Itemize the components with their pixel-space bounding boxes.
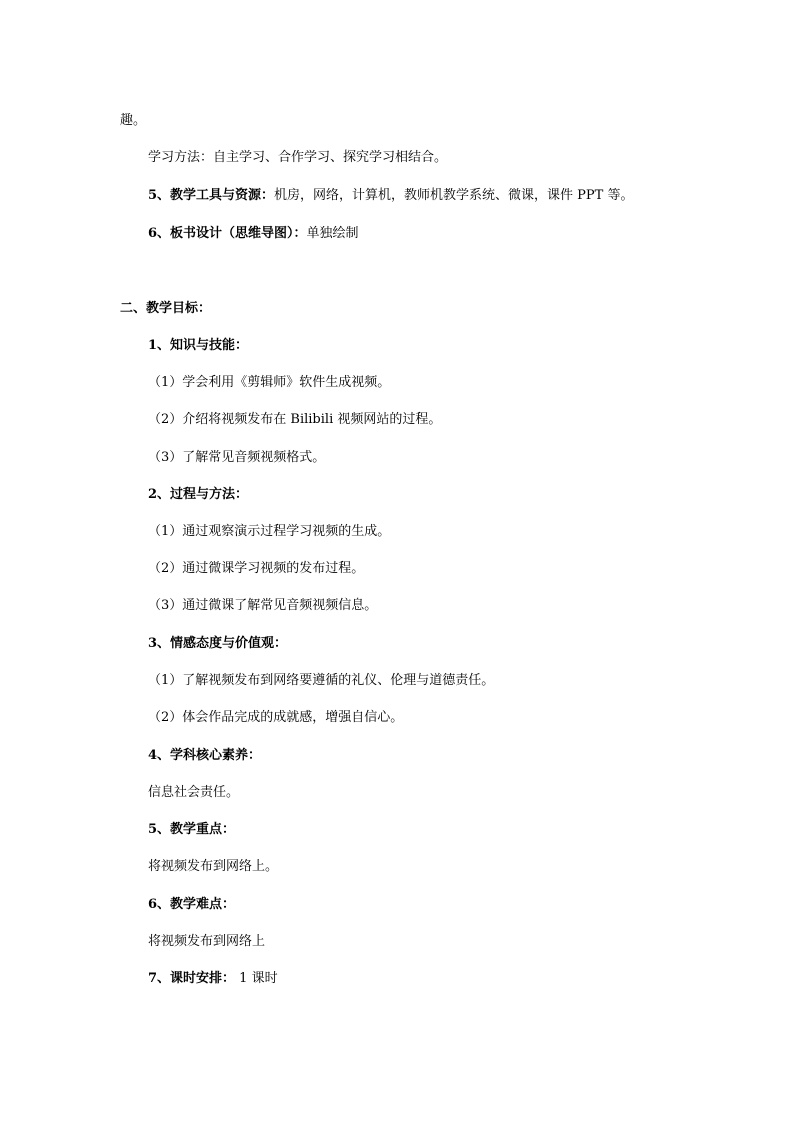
line-text: 将视频发布到网络上。 xyxy=(148,859,279,874)
line-text: （2）通过微课学习视频的发布过程。 xyxy=(148,561,365,576)
text-line-learning-methods xyxy=(148,150,447,166)
line-text: 趣。 xyxy=(120,113,147,128)
list-item xyxy=(148,561,364,577)
line-text: （2）体会作品完成的成就感，增强自信心。 xyxy=(148,710,404,725)
text-line-teaching-tools xyxy=(148,188,633,204)
line-text: （2）介绍将视频发布在 Bilibili 视频网站的过程。 xyxy=(148,412,442,427)
line-text: 将视频发布到网络上 xyxy=(148,934,266,949)
text-line-class-schedule xyxy=(148,971,278,987)
line-text: （1）通过观察演示过程学习视频的生成。 xyxy=(148,524,391,539)
list-item xyxy=(148,450,325,466)
list-item xyxy=(148,598,377,614)
list-item xyxy=(148,710,403,726)
line-heading: 6、板书设计（思维导图）： xyxy=(148,226,307,241)
line-heading: 3、情感态度与价值观： xyxy=(148,636,288,651)
list-item xyxy=(148,673,494,689)
line-heading: 二、教学目标： xyxy=(120,301,212,316)
paragraph xyxy=(148,934,265,950)
section-heading-teaching-goals xyxy=(120,301,211,317)
subheading-emotional-values xyxy=(148,636,287,652)
line-heading: 5、教学工具与资源： xyxy=(148,188,275,203)
subheading-difficult-points xyxy=(148,897,235,913)
line-text: （1）学会利用《剪辑师》软件生成视频。 xyxy=(148,375,391,390)
subheading-process-methods xyxy=(148,487,248,503)
text-line-continuation xyxy=(120,113,146,129)
line-text: 1 课时 xyxy=(235,971,278,986)
paragraph xyxy=(148,859,278,875)
line-text: 机房，网络，计算机，教师机教学系统、微课，课件 PPT 等。 xyxy=(274,188,634,203)
line-heading: 6、教学难点： xyxy=(148,897,236,912)
line-text: 单独绘制 xyxy=(306,226,359,241)
subheading-core-literacy xyxy=(148,748,261,764)
line-text: 信息社会责任。 xyxy=(148,785,240,800)
line-text: （1）了解视频发布到网络要遵循的礼仪、伦理与道德责任。 xyxy=(148,673,495,688)
line-text: （3）了解常见音频视频格式。 xyxy=(148,450,326,465)
subheading-key-points xyxy=(148,822,235,838)
paragraph xyxy=(148,785,239,801)
line-heading: 1、知识与技能： xyxy=(148,338,249,353)
line-heading: 4、学科核心素养： xyxy=(148,748,262,763)
text-line-board-design xyxy=(148,226,359,242)
list-item xyxy=(148,412,441,428)
line-heading: 5、教学重点： xyxy=(148,822,236,837)
list-item xyxy=(148,375,390,391)
line-heading: 2、过程与方法： xyxy=(148,487,249,502)
line-text: 学习方法：自主学习、合作学习、探究学习相结合。 xyxy=(148,150,448,165)
list-item xyxy=(148,524,390,540)
line-heading: 7、课时安排： xyxy=(148,971,236,986)
subheading-knowledge-skills xyxy=(148,338,248,354)
line-text: （3）通过微课了解常见音频视频信息。 xyxy=(148,598,378,613)
